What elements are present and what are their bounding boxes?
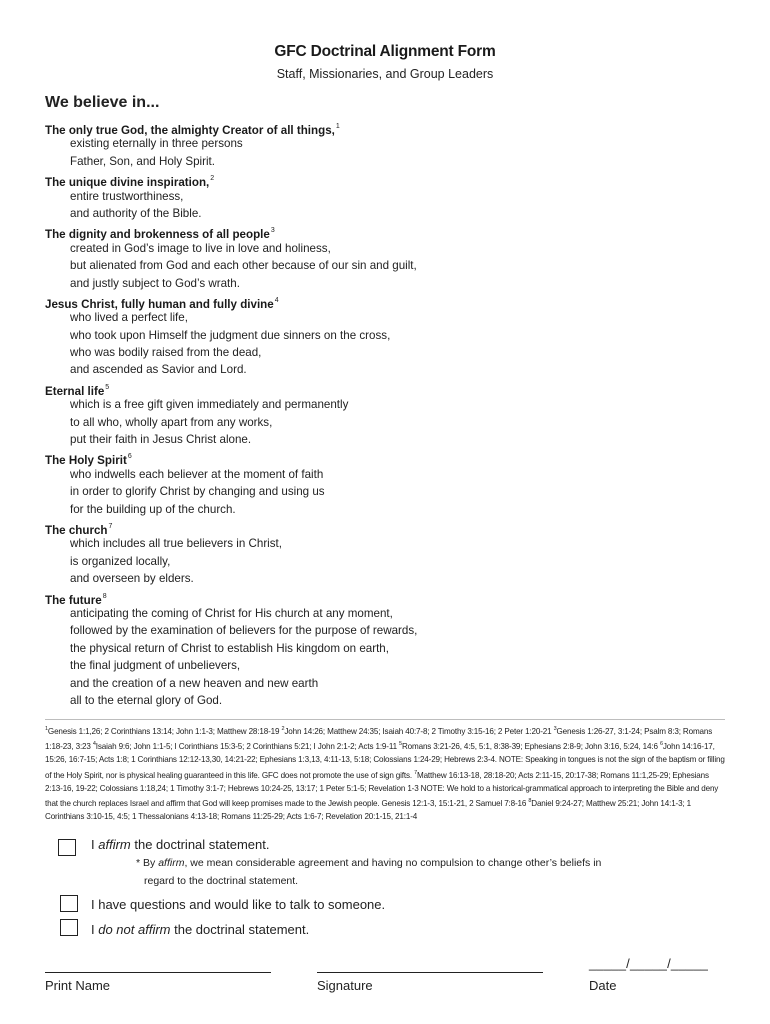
- form-subtitle: Staff, Missionaries, and Group Leaders: [276, 67, 494, 81]
- footnote-text: Genesis 1:1,26; 2 Corinthians 13:14; John 1:1-3; Matthew 28:18-19: [47, 727, 282, 736]
- belief-line: and the creation of a new heaven and new earth: [70, 676, 319, 690]
- belief-line: Father, Son, and Holy Spirit.: [70, 154, 215, 168]
- not-affirm-checkbox[interactable]: [60, 919, 78, 936]
- date-label: Date: [589, 978, 617, 993]
- belief-title: [45, 518, 745, 535]
- footnote-number: 8: [528, 798, 532, 805]
- belief-line: and authority of the Bible.: [70, 206, 202, 220]
- affirm-note-line2: regard to the doctrinal statement.: [144, 875, 299, 887]
- belief-line: who was bodily raised from the dead,: [70, 346, 262, 360]
- belief-title: [45, 379, 745, 396]
- footnote-text: John 14:26; Matthew 24:35; Isaiah 40:7-8; 2 Timothy 3:15-16; 2 Peter 1:20-21: [284, 727, 554, 736]
- belief-line: is organized locally,: [70, 554, 171, 568]
- belief-line: who indwells each believer at the moment of faith: [70, 467, 324, 481]
- footnote-text: Matthew 16:13-18, 28:18-20; Acts 2:11-15, 20:17-38; Romans 11:1,25-29; Ephesians 2:13-16, 19-22; Colossians 1:18,24; 1 Timothy 3:1-7; Hebrews 10:24-25, 13:17; 1 Peter 5:1-5; Revelation 1-3 NOTE: We hold to a historical-grammatical approach to interpreting the Bible and deny that the church replaces Israel and affirm that God will keep promises made to the Jewish people. Genesis 12:1-3, 15:1-21, 2 Samuel 7:8-16: [45, 770, 719, 809]
- footnote-text: Romans 3:21-26, 4:5, 5:1, 8:38-39; Ephesians 2:8-9; John 3:16, 5:24, 14:6: [401, 742, 660, 752]
- belief-line: anticipating the coming of Christ for His church at any moment,: [70, 606, 393, 620]
- belief-title-text: The only true God, the almighty Creator of all things,: [45, 124, 335, 137]
- footnote-ref: 3: [270, 227, 275, 235]
- belief-line: existing eternally in three persons: [70, 137, 243, 151]
- belief-line: which includes all true believers in Christ,: [70, 537, 282, 551]
- belief-line: which is a free gift given immediately and permanently: [70, 398, 349, 412]
- belief-line: who took upon Himself the judgment due sinners on the cross,: [70, 328, 391, 342]
- footnote-text: Genesis 1:26-27, 3:1-24; Psalm 8:3; Romans 1:18-23, 3:23: [45, 727, 713, 752]
- signature-label: Signature: [317, 978, 373, 993]
- belief-title-text: Jesus Christ, fully human and fully divine: [45, 297, 274, 311]
- section-heading: We believe in...: [45, 94, 160, 111]
- belief-title-text: The unique divine inspiration,: [45, 176, 210, 190]
- belief-line: followed by the examination of believers for the purpose of rewards,: [70, 624, 418, 638]
- affirm-label: I affirm the doctrinal statement.: [91, 837, 270, 852]
- print-name-label: Print Name: [45, 978, 111, 993]
- footnotes: [45, 723, 725, 823]
- footnote-number: 1: [45, 726, 48, 732]
- belief-line: created in God’s image to live in love and holiness,: [70, 241, 331, 255]
- belief-title-text: Eternal life: [45, 384, 105, 398]
- print-name-line[interactable]: [45, 972, 271, 973]
- belief-title: [45, 448, 745, 468]
- signature-line[interactable]: [317, 972, 543, 973]
- footnote-number: 6: [659, 741, 663, 748]
- belief-line: entire trustworthiness,: [70, 189, 184, 203]
- form-title: GFC Doctrinal Alignment Form: [274, 43, 496, 60]
- footnote-number: 4: [92, 741, 96, 748]
- belief-title: [45, 118, 745, 135]
- belief-line: and ascended as Savior and Lord.: [70, 363, 247, 377]
- belief-line: and overseen by elders.: [70, 572, 194, 586]
- belief-line: in order to glorify Christ by changing and using us: [70, 485, 325, 499]
- date-field[interactable]: _____/_____/_____: [589, 956, 709, 971]
- belief-title-text: The Holy Spirit: [45, 454, 127, 468]
- belief-line: to all who, wholly apart from any works,: [70, 415, 273, 429]
- footnote-text: Daniel 9:24-27; Matthew 25:21; John 14:1-3; 1 Corinthians 3:10-15, 4:5; 1 Thessalonians 4:13-18; Romans 11:25-29; Acts 1:6-7; Revelation 20:1-15, 21:1-4: [45, 799, 691, 822]
- belief-title-text: The church: [45, 523, 108, 537]
- affirm-note: * By affirm, we mean considerable agreement and having no compulsion to change other’s beliefs in: [136, 857, 602, 869]
- footnote-ref: 1: [335, 123, 340, 130]
- footnote-ref: 4: [274, 296, 279, 304]
- questions-label: I have questions and would like to talk to someone.: [91, 897, 386, 912]
- footnote-ref: 5: [105, 383, 110, 391]
- questions-checkbox[interactable]: [60, 895, 78, 912]
- belief-title: [45, 588, 745, 605]
- belief-line: for the building up of the church.: [70, 502, 236, 516]
- belief-title-text: The dignity and brokenness of all people: [45, 228, 270, 242]
- footnote-text: John 14:16-17, 15:26, 16:7-15; Acts 1:8; 1 Corinthians 12:12-13,30, 14:21-22; Ephesians 1:3,13, 4:11-13, 5:18; Colossians 1:24-29; Hebrews 2:3-4. NOTE: Speaking in tongues is not the sign of the baptism or filling of the Holy Spirit, nor is physical healing guaranteed in this life. GFC does not promote the use of sign gifts.: [45, 742, 725, 780]
- belief-title: [45, 170, 745, 190]
- belief-line: put their faith in Jesus Christ alone.: [70, 433, 252, 447]
- belief-line: all to the eternal glory of God.: [70, 693, 223, 707]
- not-affirm-label: I do not affirm the doctrinal statement.: [91, 922, 310, 937]
- footnote-text: Isaiah 9:6; John 1:1-5; I Corinthians 15:3-5; 2 Corinthians 5:21; I John 2:1-2; Acts 1:9-11: [95, 742, 400, 752]
- footnote-ref: 6: [127, 453, 132, 461]
- footnote-number: 2: [281, 726, 285, 732]
- footnote-number: 7: [414, 769, 417, 776]
- footnote-number: 3: [553, 726, 557, 732]
- belief-list: [45, 118, 745, 709]
- footnote-ref: 2: [210, 175, 215, 183]
- footnote-number: 5: [399, 741, 402, 748]
- footnote-ref: 8: [102, 592, 107, 600]
- footnote-divider: [45, 719, 725, 720]
- belief-line: the final judgment of unbelievers,: [70, 659, 241, 673]
- affirm-checkbox[interactable]: [58, 839, 76, 856]
- belief-line: but alienated from God and each other because of our sin and guilt,: [70, 259, 417, 273]
- belief-line: who lived a perfect life,: [70, 311, 188, 325]
- belief-line: and justly subject to God’s wrath.: [70, 276, 240, 290]
- belief-line: the physical return of Christ to establish His kingdom on earth,: [70, 641, 389, 655]
- belief-title: [45, 222, 745, 242]
- belief-title-text: The future: [45, 593, 102, 607]
- belief-title: [45, 292, 745, 309]
- footnote-ref: 7: [108, 522, 113, 530]
